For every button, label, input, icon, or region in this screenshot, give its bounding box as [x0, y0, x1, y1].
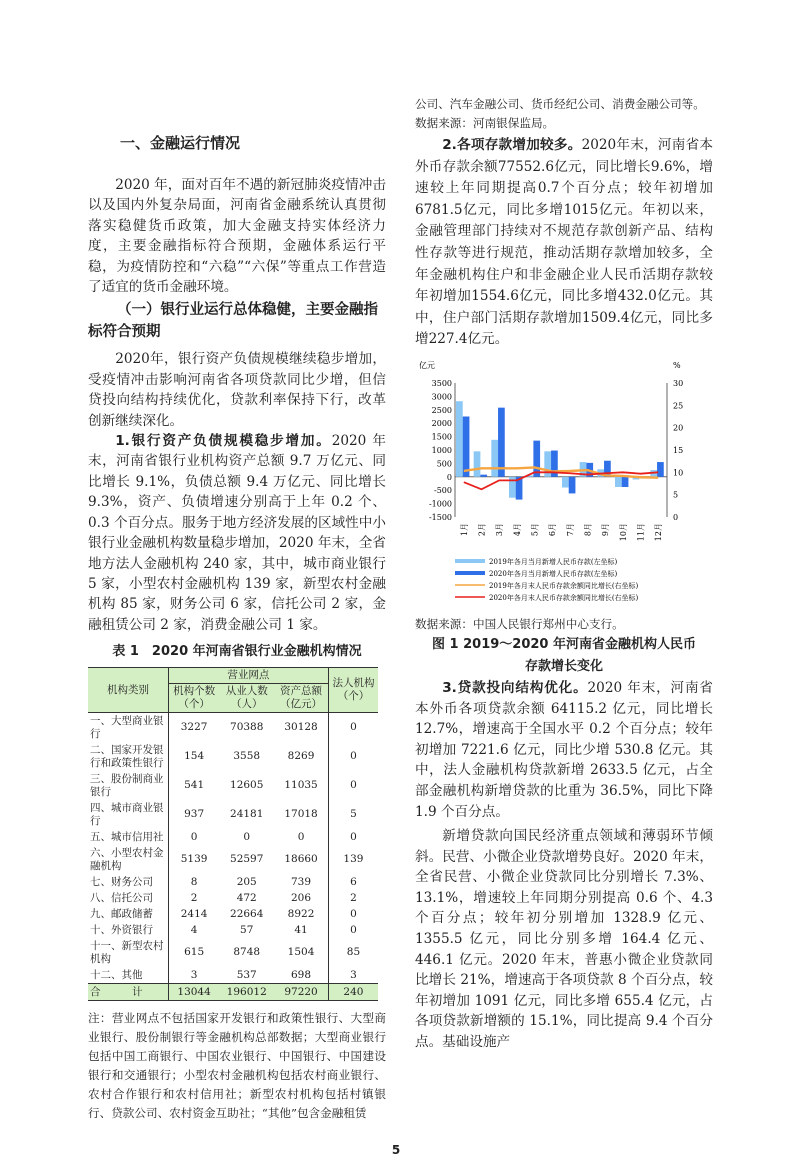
bar-2020	[657, 462, 664, 477]
x-tick-label: 5月	[530, 522, 540, 537]
figure-caption-line1: 图 1 2019～2020 年河南省金融机构人民币	[432, 636, 696, 652]
right-column	[415, 95, 713, 1053]
staff-cell: 57	[240, 923, 254, 936]
right-tick-label: 25	[673, 401, 684, 411]
assets-text: 2020 年末，河南省银行业机构资产总额 9.7 万亿元、同比增长 9.1%，负债总额 9.4 万亿元、同比增长 9.3%，资产、负债增速分别高于上年 0.2 个、0.3 个百分点。服务于地方经济发展的区域性中小银行业金融机构数量稳步增加，2020 年末，全省地方法人金融机构 240 家，其中，城市商业银行 5 家，小型农村金融机构 139 家，新型农村金融机构 85 家，财务公司 6 家，信托公司 2 家，金融租赁公司 2 家，消费金融公司 1 家。	[88, 433, 386, 633]
count-cell: 541	[184, 779, 205, 792]
loan-structure-paragraph: 新增贷款向国民经济重点领域和薄弱环节倾斜。民营、小微企业贷款增势良好。2020 年末，全省民营、小微企业贷款同比分别增长 7.3%、13.1%，增速较上年同期分别提高 0.6 个、4.3 个百分点；较年初分别增加 1328.9 亿元、1355.5 亿元，同比分别多增 164.4 亿元、446.1 亿元。2020 年末，普惠小微企业贷款同比增长 21%，增速高于各项贷款 8 个百分点，较年初增加 1091 亿元，同比多增 655.4 亿元，占各项贷款新增额的 15.1%，同比提高 9.4 个百分点。基础设施产	[415, 828, 713, 1051]
category-cell: 六、小型农村金融机构	[88, 845, 168, 874]
left-tick-label: -1500	[428, 512, 452, 522]
assets-cell: 1504	[287, 946, 315, 959]
table-row	[88, 771, 378, 800]
table-row	[88, 922, 378, 938]
total-cell: 196012	[219, 984, 274, 1001]
loans-paragraph	[415, 678, 713, 822]
header-group: 营业网点	[168, 668, 328, 684]
right-tick-label: 0	[673, 512, 679, 522]
table-note-continued: 公司、汽车金融公司、货币经纪公司、消费金融公司等。	[415, 97, 705, 111]
loans-lead: 3.贷款投向结构优化。	[442, 679, 588, 696]
legend-label: 2020年各月当月新增人民币存款(左坐标)	[489, 569, 618, 578]
x-tick-label: 11月	[636, 522, 646, 542]
category-cell: 五、城市信用社	[88, 829, 168, 845]
left-column	[88, 133, 386, 1123]
table-title: 表 1 2020 年河南省银行业金融机构情况	[112, 644, 362, 660]
x-tick-label: 2月	[477, 522, 487, 537]
legal-cell: 0	[328, 771, 378, 800]
bar-2019	[456, 401, 463, 477]
category-cell: 二、国家开发银行和政策性银行	[88, 742, 168, 771]
x-tick-label: 6月	[548, 522, 558, 537]
left-tick-label: 2000	[431, 419, 452, 429]
legal-cell: 0	[328, 906, 378, 922]
legal-cell: 5	[328, 800, 378, 829]
total-cell: 13044	[168, 984, 219, 1001]
right-tick-label: 20	[673, 423, 684, 433]
total-cell: 240	[328, 984, 378, 1001]
right-axis-unit: %	[673, 360, 681, 370]
staff-cell: 52597	[230, 853, 264, 866]
left-tick-label: -500	[434, 486, 452, 496]
institutions-table	[88, 667, 378, 1001]
staff-cell: 12605	[230, 779, 264, 792]
intro-paragraph: 2020 年，面对百年不遇的新冠肺炎疫情冲击以及国内外复杂局面，河南省金融系统认真贯彻落实稳健货币政策，加大金融支持实体经济力度，主要金融指标符合预期，金融体系运行平稳，为疫情防控和“六稳”“六保”等重点工作营造了适宜的货币金融环境。	[88, 177, 386, 296]
count-cell: 4	[190, 923, 198, 936]
assets-cell: 0	[297, 830, 305, 843]
count-cell: 5139	[180, 853, 208, 866]
staff-cell: 22664	[230, 907, 264, 920]
count-cell: 3	[190, 968, 198, 981]
legend-label: 2020年各月末人民币存款余额同比增长(右坐标)	[489, 593, 639, 602]
category-cell: 十、外资银行	[88, 922, 168, 938]
bar-2019	[615, 477, 622, 487]
left-tick-label: 0	[446, 472, 452, 482]
x-tick-label: 4月	[512, 522, 522, 537]
assets-cell: 41	[294, 923, 308, 936]
table-row	[88, 906, 378, 922]
header-count: 机构个数（个）	[168, 684, 219, 713]
bar-2020	[622, 477, 629, 487]
legend-label: 2019年各月当月新增人民币存款(左坐标)	[489, 557, 618, 566]
table-row	[88, 800, 378, 829]
assets-cell: 8269	[287, 750, 315, 763]
staff-cell: 3558	[233, 750, 261, 763]
count-cell: 2	[190, 891, 198, 904]
category-cell: 九、邮政储蓄	[88, 906, 168, 922]
bar-2020	[480, 475, 487, 477]
deposits-paragraph	[415, 135, 713, 351]
category-cell: 十一、新型农村机构	[88, 938, 168, 967]
legal-cell: 0	[328, 713, 378, 743]
table-row	[88, 742, 378, 771]
deposit-chart-svg	[415, 359, 705, 609]
header-assets: 资产总额（亿元）	[274, 684, 328, 713]
x-tick-label: 3月	[495, 522, 505, 537]
assets-cell: 698	[291, 968, 312, 981]
legend-label: 2019年各月末人民币存款余额同比增长(右坐标)	[489, 581, 639, 590]
bar-2019	[474, 451, 481, 476]
left-tick-label: -1000	[428, 499, 452, 509]
right-tick-label: 10	[673, 468, 684, 478]
figure-caption-line2: 存款增长变化	[524, 658, 603, 674]
assets-paragraph	[88, 431, 386, 635]
x-tick-label: 7月	[565, 522, 575, 537]
legal-cell: 6	[328, 874, 378, 890]
staff-cell: 24181	[230, 808, 264, 821]
category-cell: 一、大型商业银行	[88, 713, 168, 743]
table-row	[88, 874, 378, 890]
left-axis-unit: 亿元	[419, 360, 435, 370]
legal-cell: 0	[328, 829, 378, 845]
x-tick-label: 12月	[654, 522, 664, 542]
table-row	[88, 845, 378, 874]
category-cell: 八、信托公司	[88, 890, 168, 906]
x-tick-label: 10月	[618, 522, 628, 542]
bar-2020	[498, 408, 505, 477]
count-cell: 154	[184, 750, 205, 763]
legal-cell: 0	[328, 742, 378, 771]
loans-text: 2020 年末，河南省本外币各项贷款余额 64115.2 亿元，同比增长 12.7%，增速高于全国水平 0.2 个百分点；较年初增加 7221.6 亿元，同比少增 530.8 亿元。其中，法人金融机构贷款新增 2633.5 亿元，占全部金融机构新增贷款的比重为 36.5%，同比下降 1.9 个百分点。	[415, 679, 714, 820]
count-cell: 2414	[180, 907, 208, 920]
section-title: 一、金融运行情况	[120, 134, 241, 152]
table-row	[88, 890, 378, 906]
assets-cell: 739	[291, 875, 312, 888]
count-cell: 8	[190, 875, 198, 888]
staff-cell: 70388	[230, 721, 264, 734]
total-cell: 合 计	[88, 984, 168, 1001]
bar-2020	[533, 441, 540, 477]
assets-cell: 8922	[287, 907, 315, 920]
category-cell: 十二、其他	[88, 967, 168, 984]
staff-cell: 537	[236, 968, 257, 981]
bar-2019	[562, 477, 569, 488]
left-tick-label: 1500	[431, 432, 452, 442]
staff-cell: 205	[236, 875, 257, 888]
header-legal: 法人机构（个）	[328, 668, 378, 713]
legal-cell: 0	[328, 922, 378, 938]
staff-cell: 472	[236, 891, 257, 904]
x-tick-label: 9月	[601, 522, 611, 537]
table-row	[88, 967, 378, 984]
left-tick-label: 3000	[431, 392, 452, 402]
bar-2020	[569, 477, 576, 494]
assets-cell: 17018	[284, 808, 318, 821]
assets-cell: 206	[291, 891, 312, 904]
count-cell: 3227	[180, 721, 208, 734]
count-cell: 0	[190, 830, 198, 843]
bar-2019	[491, 440, 498, 477]
total-cell: 97220	[274, 984, 328, 1001]
assets-cell: 30128	[284, 721, 318, 734]
x-tick-label: 8月	[583, 522, 593, 537]
count-cell: 615	[184, 946, 205, 959]
table-source: 数据来源：河南银保监局。	[415, 116, 555, 130]
header-staff: 从业人数（人）	[219, 684, 274, 713]
legal-cell: 3	[328, 967, 378, 984]
x-tick-label: 1月	[459, 522, 469, 537]
count-cell: 937	[184, 808, 205, 821]
legal-cell: 85	[328, 938, 378, 967]
right-tick-label: 30	[673, 378, 684, 388]
right-tick-label: 5	[673, 490, 679, 500]
category-cell: 三、股份制商业银行	[88, 771, 168, 800]
left-tick-label: 500	[436, 459, 452, 469]
table-row	[88, 938, 378, 967]
chart-source: 数据来源：中国人民银行郑州中心支行。	[415, 616, 624, 631]
deposits-lead: 2.各项存款增加较多。	[442, 137, 582, 153]
deposit-chart	[415, 359, 705, 609]
deposits-text: 2020年末，河南省本外币存款余额77552.6亿元，同比增长9.6%，增速较上年同期提高0.7个百分点；较年初增加6781.5亿元，同比多增1015亿元。年初以来，金融管理部门持续对不规范存款创新产品、结构性存款等进行规范，推动活期存款增加较多，全年金融机构住户和非金融企业人民币活期存款较年初增加1554.6亿元，同比多增432.0亿元。其中，住户部门活期存款增加1509.4亿元，同比多增227.4亿元。	[415, 137, 713, 348]
header-category: 机构类别	[88, 668, 168, 713]
staff-cell: 0	[243, 830, 251, 843]
staff-cell: 8748	[233, 946, 261, 959]
table-note: 注：营业网点不包括国家开发银行和政策性银行、大型商业银行、股份制银行等金融机构总部数据；大型商业银行包括中国工商银行、中国农业银行、中国银行、中国建设银行和交通银行；小型农村金融机构包括农村商业银行、农村合作银行和农村信用社；新型农村机构包括村镇银行、贷款公司、农村资金互助社；“其他”包含金融租赁	[88, 1011, 386, 1121]
legal-cell: 2	[328, 890, 378, 906]
assets-cell: 11035	[284, 779, 318, 792]
table-row	[88, 713, 378, 743]
assets-lead: 1.银行资产负债规模稳步增加。	[115, 433, 332, 450]
right-tick-label: 15	[673, 445, 684, 455]
legal-cell: 139	[328, 845, 378, 874]
banking-overview-paragraph: 2020年，银行资产负债规模继续稳步增加，受疫情冲击影响河南省各项贷款同比少增，但信贷投向结构持续优化，贷款利率保持下行，改革创新继续深化。	[88, 351, 386, 429]
category-cell: 七、财务公司	[88, 874, 168, 890]
subsection-title: （一）银行业运行总体稳健，主要金融指标符合预期	[88, 302, 378, 341]
bar-2020	[463, 416, 470, 476]
assets-cell: 18660	[284, 853, 318, 866]
page-number: 5	[391, 1143, 401, 1158]
left-tick-label: 3500	[431, 378, 452, 388]
category-cell: 四、城市商业银行	[88, 800, 168, 829]
left-tick-label: 1000	[431, 445, 452, 455]
table-row	[88, 829, 378, 845]
left-tick-label: 2500	[431, 405, 452, 415]
total-row	[88, 984, 378, 1001]
